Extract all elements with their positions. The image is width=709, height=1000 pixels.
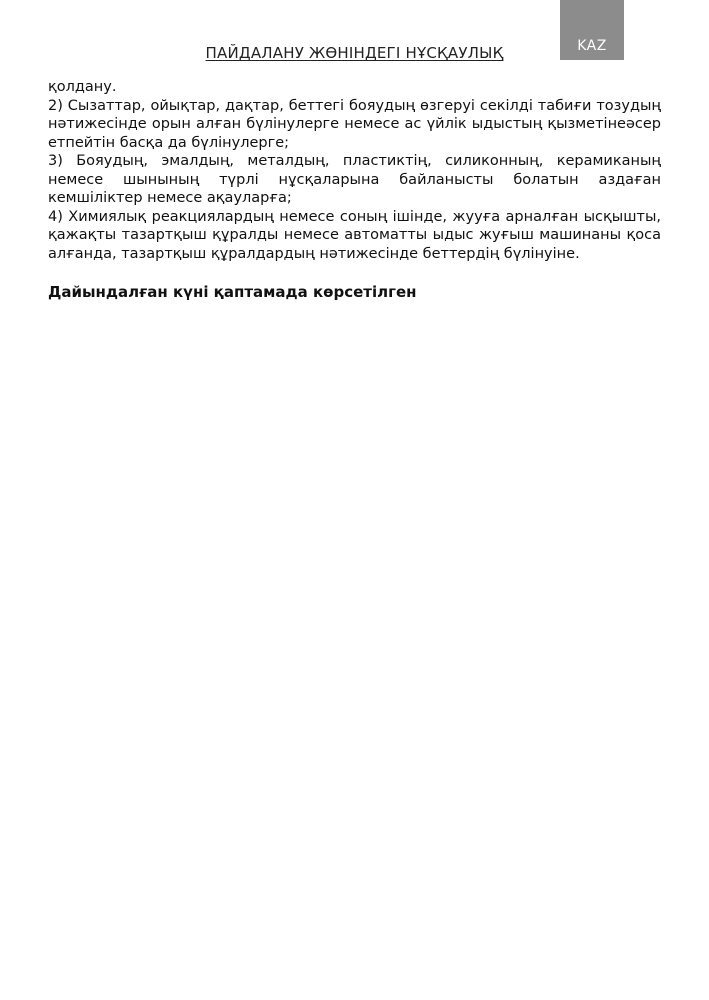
manufacture-date-heading: Дайындалған күні қаптамада көрсетілген <box>48 283 417 301</box>
paragraph-item-3: 3) Бояудың, эмалдың, металдың, пластиктің, силиконның, керамиканың немесе шынының түрлі нұсқаларына байланысты болатын аздаған кемшіліктер немесе ақауларға; <box>48 153 661 206</box>
paragraph-continuation: қолдану. <box>48 79 117 95</box>
document-body <box>48 78 661 263</box>
paragraph-item-4: 4) Химиялық реакциялардың немесе соның ішінде, жууға арналған ысқышты, қажақты тазартқыш құралды немесе автоматты ыдыс жуғыш машинаны қоса алғанда, тазартқыш құралдардың нәтижесінде беттердің бүлінуіне. <box>48 208 661 262</box>
language-tab: KAZ <box>560 0 624 60</box>
page-header-title: ПАЙДАЛАНУ ЖӨНІНДЕГІ НҰСҚАУЛЫҚ <box>205 44 504 62</box>
paragraph-item-2: 2) Сызаттар, ойықтар, дақтар, беттегі бояудың өзгеруі секілді табиғи тозудың нәтижесінде орын алған бүлінулерге немесе ас үйлік ыдыстың қызметінеәсер етпейтін басқа да бүлінулерге; <box>48 97 661 151</box>
